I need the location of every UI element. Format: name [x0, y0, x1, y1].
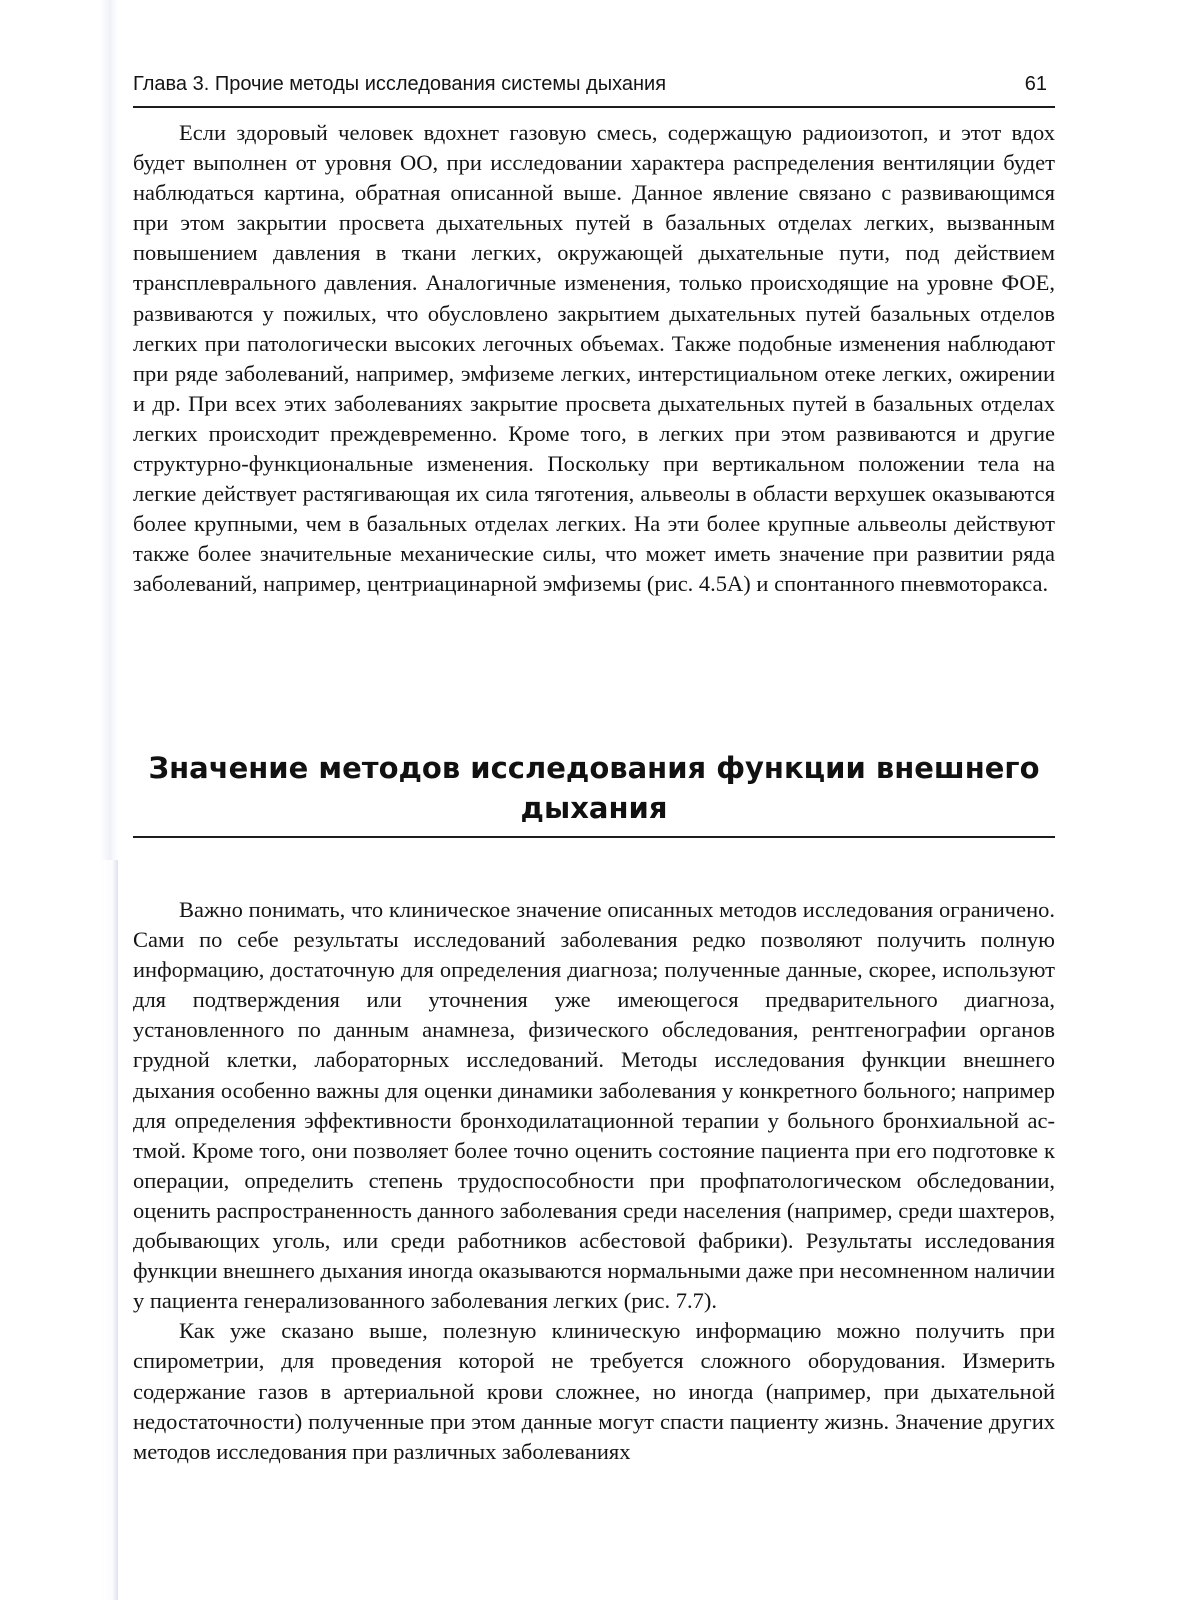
running-head — [133, 66, 1055, 108]
text-block-bottom — [133, 895, 1055, 1467]
section-heading-line-1: Значение методов исследования функции внешнего — [148, 751, 1040, 785]
section-heading — [133, 748, 1055, 838]
paragraph: Важно понимать, что клиническое значение описанных методов исследования ограничено. Сами по себе результаты исследований заболевания редко позволяют получить полную информацию, достаточную для определения диагноза; полученные данные, скорее, используют для подтверждения или уточнения уже имеющегося предварительного диагноза, установленного по данным анамнеза, физического обследования, рентгенографии органов грудной клетки, лабораторных исследований. Методы исследования функции внешнего дыхания особенно важны для оценки динамики заболевания у конкретного больного; например для определения эффективности бронходилатационной терапии у больного бронхиальной астмой. Кроме того, они позволяет более точно оценить состояние пациента при его подготовке к операции, определить степень трудоспособности при профпатологическом обследовании, оценить распространенность данного заболевания среди населения (например, среди шахтеров, добывающих уголь, или среди работников асбестовой фабрики). Результаты исследования функции внешнего дыхания иногда оказываются нормальными даже при несомненном наличии у пациента генерализованного заболевания легких (рис. 7.7). — [133, 897, 1055, 1314]
paragraph: Как уже сказано выше, полезную клиническую информацию можно получить при спирометрии, для проведения которой не требуется сложного оборудования. Измерить содержание газов в артериальной крови сложнее, но иногда (например, при дыхательной недостаточности) полученные при этом данные могут спасти пациенту жизнь. Значение других методов исследования при различных заболеваниях — [133, 1318, 1055, 1464]
paragraph: Если здоровый человек вдохнет газовую смесь, содержащую радиоизотоп, и этот вдох будет выполнен от уровня ОО, при исследовании характера распределения вентиляции будет наблюдаться картина, обратная описанной выше. Данное явление связано с развивающимся при этом закрытии просвета дыхательных путей в базальных отделах легких, вызванным повышением давления в ткани легких, окружающей дыхательные пути, под действием трансплеврального давления. Аналогичные изменения, только происходящие на уровне ФОЕ, развиваются у пожилых, что обусловлено закрытием дыхательных путей базальных отделов легких при патологически высоких легочных объемах. Также подобные изменения наблюдают при ряде заболеваний, например, эмфиземе легких, интерстициальном отеке легких, ожирении и др. При всех этих заболеваниях закрытие просвета дыхательных путей в базальных отделах легких происходит преждевременно. Кроме того, в легких при этом развиваются и другие структурно-функциональные изменения. Поскольку при вертикальном положении тела на легкие действует растягивающая их сила тяготения, альвеолы в области верхушек оказываются более крупными, чем в базальных отделах легких. На эти более крупные альвеолы действуют также более значительные механические силы, что может иметь значение при развитии ряда заболеваний, например, центриацинарной эмфиземы (рис. 4.5А) и спонтанного пневмоторакса. — [133, 120, 1055, 597]
chapter-title: Глава 3. Прочие методы исследования системы дыхания — [133, 73, 667, 95]
section-heading-line-2: дыхания — [520, 791, 668, 825]
binding-shadow-lower — [0, 860, 118, 1600]
page-number: 61 — [1024, 73, 1047, 95]
text-block-top — [133, 118, 1055, 600]
